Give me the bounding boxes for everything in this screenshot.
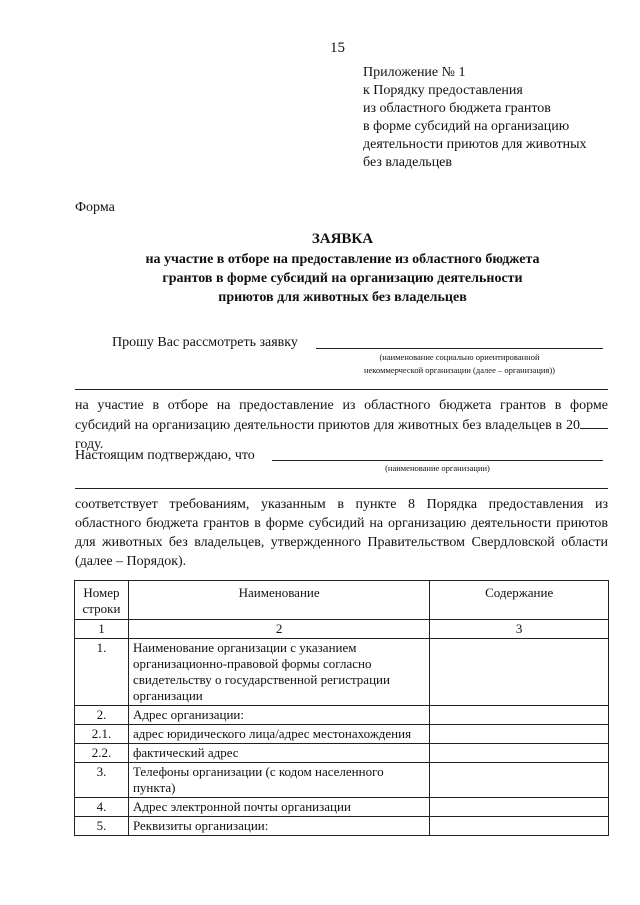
request-text: Прошу Вас рассмотреть заявку — [112, 335, 298, 350]
row-content-cell[interactable] — [430, 744, 609, 763]
column-number-row — [75, 620, 609, 639]
table-header-row — [75, 581, 609, 620]
appendix-line: Приложение № 1 — [363, 65, 466, 80]
header-number-line1: Номер — [83, 585, 120, 600]
confirm-organization-note: (наименование организации) — [385, 463, 490, 473]
column-number: 2 — [128, 620, 429, 639]
header-content: Содержание — [430, 581, 609, 620]
appendix-line: без владельцев — [363, 155, 453, 170]
document-title — [75, 230, 610, 307]
year-field[interactable] — [580, 415, 608, 429]
row-number: 2.1. — [75, 725, 129, 744]
row-name: Наименование организации с указанием организационно-правовой формы согласно свидетельству о государственной регистрации организации — [128, 639, 429, 706]
row-number: 1. — [75, 639, 129, 706]
row-name: Телефоны организации (с кодом населенного пункта) — [128, 763, 429, 798]
header-number-line2: строки — [82, 601, 121, 616]
title-line: на участие в отборе на предоставление из областного бюджета — [145, 252, 540, 267]
row-content-cell[interactable] — [430, 763, 609, 798]
table-row — [75, 763, 609, 798]
table-row — [75, 725, 609, 744]
row-number: 3. — [75, 763, 129, 798]
participation-paragraph — [75, 396, 608, 454]
appendix-header — [363, 64, 587, 172]
form-label: Форма — [75, 200, 115, 215]
table-row — [75, 817, 609, 836]
row-name: Адрес организации: — [128, 706, 429, 725]
note-line: некоммерческой организации (далее – организация)) — [363, 365, 556, 375]
appendix-line: из областного бюджета грантов — [363, 101, 551, 116]
row-content-cell[interactable] — [430, 639, 609, 706]
organization-name-field-continuation[interactable] — [75, 389, 608, 390]
row-number: 5. — [75, 817, 129, 836]
title-line: приютов для животных без владельцев — [218, 290, 467, 305]
table-row — [75, 798, 609, 817]
application-table — [74, 580, 609, 836]
year-suffix: году. — [75, 437, 104, 452]
row-name: фактический адрес — [128, 744, 429, 763]
row-content-cell[interactable] — [430, 725, 609, 744]
row-name: Реквизиты организации: — [128, 817, 429, 836]
table-row — [75, 706, 609, 725]
appendix-line: к Порядку предоставления — [363, 83, 523, 98]
row-number: 4. — [75, 798, 129, 817]
row-number: 2.2. — [75, 744, 129, 763]
compliance-paragraph: соответствует требованиям, указанным в пункте 8 Порядка предоставления из областного бюджета грантов в форме субсидий на организацию деятельности приютов для животных без владельцев, утвержденного Правительством Свердловской области (далее – Порядок). — [75, 497, 608, 569]
organization-name-note — [316, 351, 603, 377]
confirm-text: Настоящим подтверждаю, что — [75, 448, 255, 463]
row-content-cell[interactable] — [430, 706, 609, 725]
appendix-line: деятельности приютов для животных — [363, 137, 587, 152]
confirm-organization-field[interactable] — [272, 460, 603, 461]
header-name: Наименование — [128, 581, 429, 620]
note-line: (наименование социально ориентированной — [379, 352, 540, 362]
table-row — [75, 639, 609, 706]
table-row — [75, 744, 609, 763]
row-name: Адрес электронной почты организации — [128, 798, 429, 817]
title-line: грантов в форме субсидий на организацию деятельности — [162, 271, 523, 286]
title-heading: ЗАЯВКА — [311, 231, 374, 247]
row-content-cell[interactable] — [430, 817, 609, 836]
participation-text: на участие в отборе на предоставление из областного бюджета грантов в форме субсидий на организацию деятельности приютов для животных без владельцев в 20 — [75, 398, 608, 433]
confirm-organization-field-continuation[interactable] — [75, 488, 608, 489]
column-number: 3 — [430, 620, 609, 639]
appendix-line: в форме субсидий на организацию — [363, 119, 570, 134]
column-number: 1 — [75, 620, 129, 639]
row-content-cell[interactable] — [430, 798, 609, 817]
page-number: 15 — [330, 40, 345, 56]
row-number: 2. — [75, 706, 129, 725]
header-number — [75, 581, 129, 620]
organization-name-field[interactable] — [316, 348, 603, 349]
row-name: адрес юридического лица/адрес местонахождения — [128, 725, 429, 744]
